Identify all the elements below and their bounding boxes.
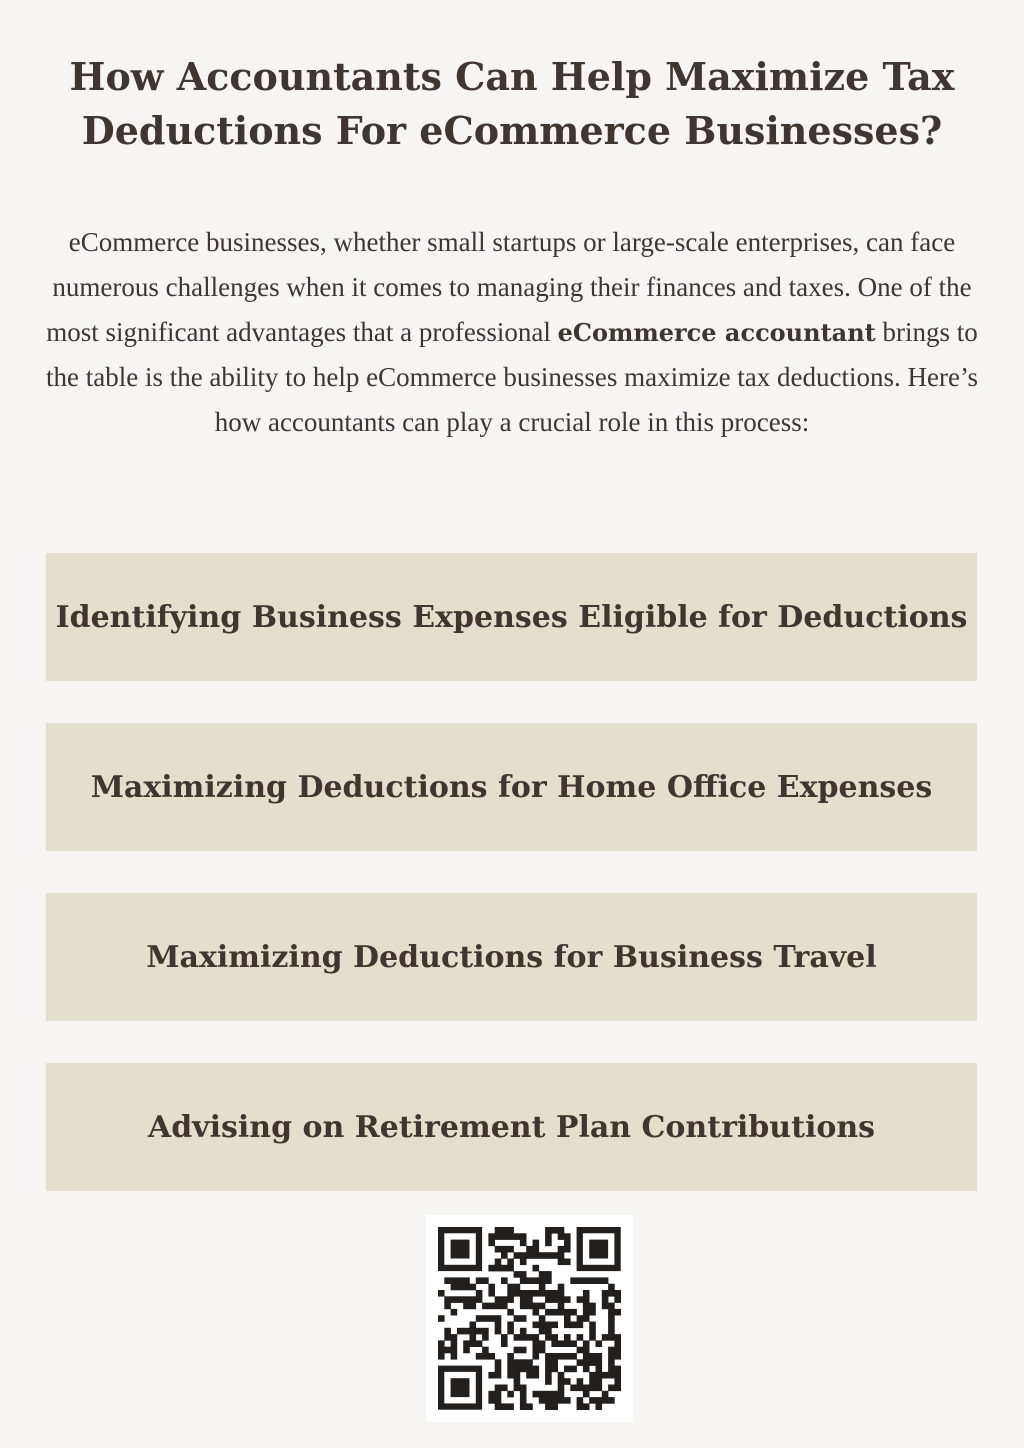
- section-card: [46, 723, 977, 851]
- section-card: [46, 1063, 977, 1191]
- section-card: [46, 553, 977, 681]
- section-card: [46, 893, 977, 1021]
- intro-text-start: eCommerce businesses, whether small startups or large-scale enterprises, can face numerous challenges when it comes to managing their finances and taxes. One of the most significant advantages that a professional: [46, 227, 972, 347]
- page-title: How Accountants Can Help Maximize Tax Deductions For eCommerce Businesses?: [69, 54, 955, 153]
- section-heading: Identifying Business Expenses Eligible for Deductions: [55, 599, 968, 635]
- intro-text-end: brings to the table is the ability to help eCommerce businesses maximize tax deductions. Here’s how accountants can play a crucial role in this process:: [45, 317, 978, 437]
- section-heading: Maximizing Deductions for Home Office Expenses: [90, 769, 933, 805]
- ecommerce-accountant-link[interactable]: eCommerce accountant: [557, 318, 876, 347]
- section-heading: Maximizing Deductions for Business Travel: [146, 939, 877, 975]
- qr-code-icon[interactable]: [426, 1215, 633, 1422]
- section-heading: Advising on Retirement Plan Contributions: [147, 1109, 876, 1145]
- intro-paragraph: [40, 220, 984, 445]
